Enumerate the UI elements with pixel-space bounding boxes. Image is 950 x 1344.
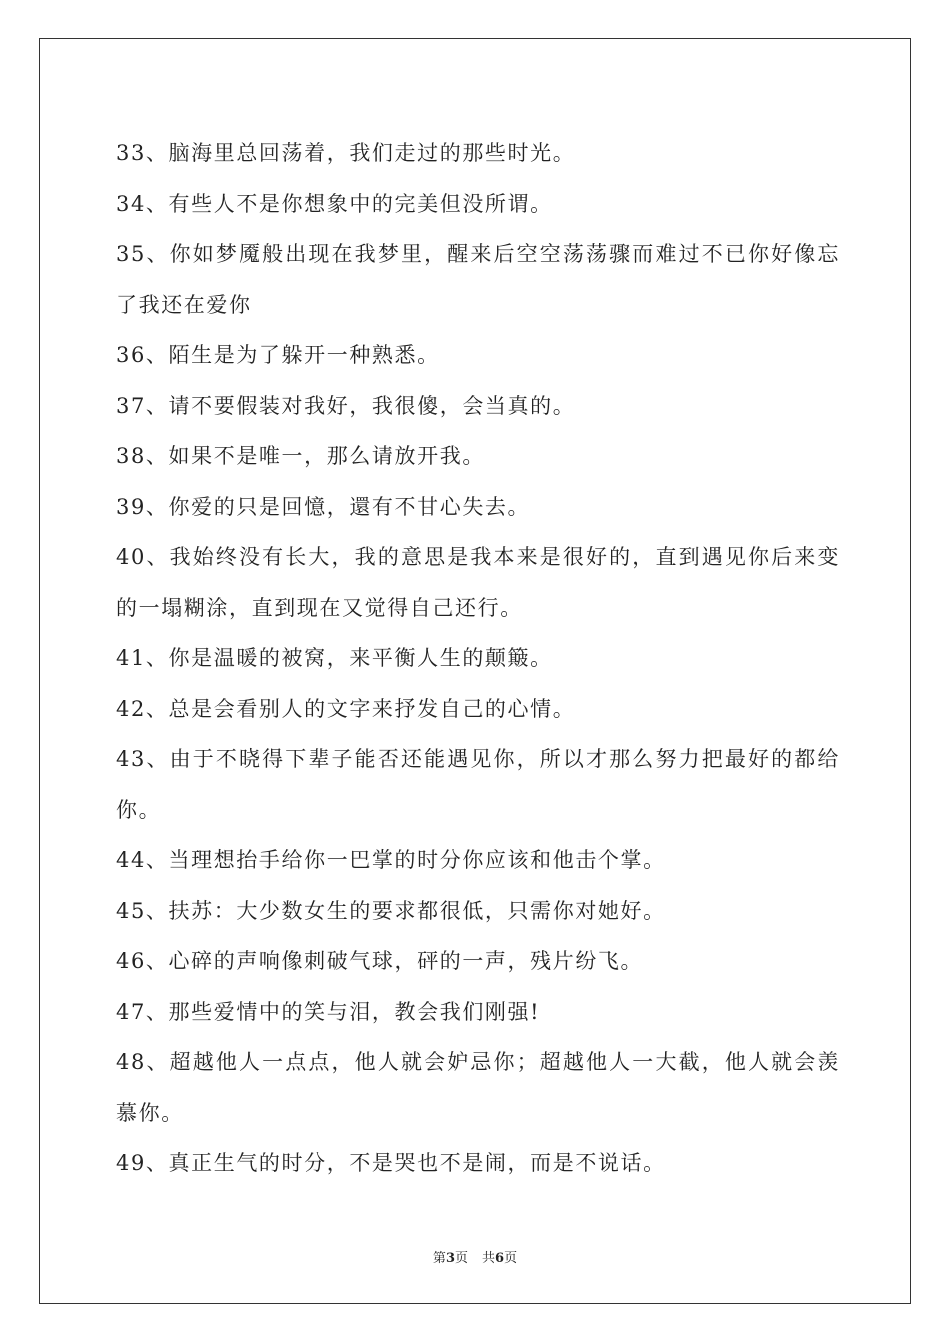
list-item: 44、当理想抬手给你一巴掌的时分你应该和他击个掌。 xyxy=(116,848,666,872)
list-item: 36、陌生是为了躲开一种熟悉。 xyxy=(116,343,440,367)
total-prefix: 共 xyxy=(482,1251,496,1266)
list-item: 48、超越他人一点点，他人就会妒忌你；超越他人一大截，他人就会羡慕你。 xyxy=(116,1050,840,1125)
list-item: 35、你如梦魇般出现在我梦里，醒来后空空荡荡骤而难过不已你好像忘了我还在爱你 xyxy=(116,242,840,317)
list-item: 49、真正生气的时分，不是哭也不是闹，而是不说话。 xyxy=(116,1151,666,1175)
list-item: 46、心碎的声响像刺破气球，砰的一声，残片纷飞。 xyxy=(116,949,644,973)
list-item: 38、如果不是唯一，那么请放开我。 xyxy=(116,444,485,468)
list-item: 42、总是会看别人的文字来抒发自己的心情。 xyxy=(116,696,576,721)
page-footer xyxy=(0,1247,950,1266)
current-page-number: 3 xyxy=(445,1251,455,1266)
list-item: 33、脑海里总回荡着，我们走过的那些时光。 xyxy=(116,141,576,165)
list-item: 37、请不要假装对我好，我很傻，会当真的。 xyxy=(116,393,576,418)
page-prefix: 第 xyxy=(432,1251,446,1266)
total-page-number: 6 xyxy=(495,1251,505,1266)
quote-list xyxy=(116,128,840,1189)
list-item: 40、我始终没有长大，我的意思是我本来是很好的，直到遇见你后来变的一塌糊涂，直到现在又觉得自己还行。 xyxy=(116,545,840,620)
list-item: 47、那些爱情中的笑与泪，教会我们刚强! xyxy=(116,999,541,1024)
list-item: 45、扶苏：大少数女生的要求都很低，只需你对她好。 xyxy=(116,898,666,923)
list-item: 43、由于不晓得下辈子能否还能遇见你，所以才那么努力把最好的都给你。 xyxy=(116,747,840,822)
list-item: 41、你是温暖的被窝，来平衡人生的颠簸。 xyxy=(116,646,553,670)
total-suffix: 页 xyxy=(504,1251,518,1266)
page-suffix: 页 xyxy=(454,1251,468,1266)
list-item: 34、有些人不是你想象中的完美但没所谓。 xyxy=(116,191,553,216)
list-item: 39、你爱的只是回憶，還有不甘心失去。 xyxy=(116,494,531,519)
